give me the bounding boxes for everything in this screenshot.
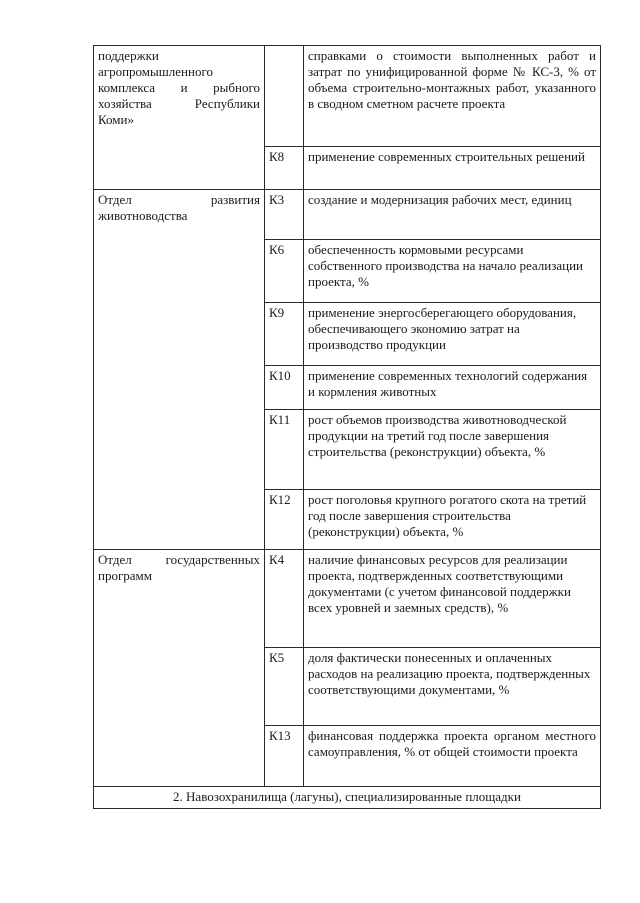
criterion-code — [265, 46, 304, 147]
criterion-code: К10 — [265, 366, 304, 410]
department-line: агропромышленного — [98, 64, 213, 79]
criterion-text: рост поголовья крупного рогатого скота на третий год после завершения строительства (реконструкции) объекта, % — [304, 490, 601, 550]
department-cell — [94, 550, 265, 787]
criterion-text: рост объемов производства животноводческой продукции на третий год после завершения строительства (реконструкции) объекта, % — [304, 410, 601, 490]
section-heading: 2. Навозохранилища (лагуны), специализированные площадки — [94, 787, 601, 809]
department-line — [98, 96, 260, 112]
criterion-code: К13 — [265, 726, 304, 787]
criterion-text: доля фактически понесенных и оплаченных расходов на реализацию проекта, подтвержденных соответствующими документами, % — [304, 648, 601, 726]
department-line — [98, 192, 260, 208]
department-line — [98, 80, 260, 96]
criterion-text: создание и модернизация рабочих мест, единиц — [304, 190, 601, 240]
department-line-text: комплекса и рыбного — [98, 80, 260, 95]
criterion-code: К9 — [265, 303, 304, 366]
criterion-code: К11 — [265, 410, 304, 490]
section-row — [94, 787, 601, 809]
criterion-code: К3 — [265, 190, 304, 240]
criterion-code: К12 — [265, 490, 304, 550]
department-line: Коми» — [98, 112, 134, 127]
criterion-code: К4 — [265, 550, 304, 648]
department-line-text: Отдел государственных — [98, 552, 260, 567]
criterion-code: К5 — [265, 648, 304, 726]
criterion-text: финансовая поддержка проекта органом местного самоуправления, % от общей стоимости проекта — [304, 726, 601, 787]
table-row — [94, 550, 601, 648]
department-line-text: хозяйства Республики — [98, 96, 260, 111]
department-line — [98, 552, 260, 568]
department-line: животноводства — [98, 208, 188, 223]
department-cell — [94, 46, 265, 190]
department-line: поддержки — [98, 48, 159, 63]
criterion-text: применение современных технологий содержания и кормления животных — [304, 366, 601, 410]
department-cell — [94, 190, 265, 550]
criterion-text: применение энергосберегающего оборудования, обеспечивающего экономию затрат на производство продукции — [304, 303, 601, 366]
criterion-text: справками о стоимости выполненных работ и затрат по унифицированной форме № КС-3, % от объема строительно-монтажных работ, указанного в сводном сметном расчете проекта — [304, 46, 601, 147]
table-row — [94, 46, 601, 147]
department-line-text: Отдел развития — [98, 192, 260, 207]
criterion-code: К8 — [265, 147, 304, 190]
criterion-text: обеспеченность кормовыми ресурсами собственного производства на начало реализации проекта, % — [304, 240, 601, 303]
criteria-table — [93, 45, 601, 809]
department-line: программ — [98, 568, 153, 583]
criterion-text: наличие финансовых ресурсов для реализации проекта, подтвержденных соответствующими документами (с учетом финансовой поддержки всех уровней и заемных средств), % — [304, 550, 601, 648]
criterion-code: К6 — [265, 240, 304, 303]
criterion-text: применение современных строительных решений — [304, 147, 601, 190]
table-row — [94, 190, 601, 240]
